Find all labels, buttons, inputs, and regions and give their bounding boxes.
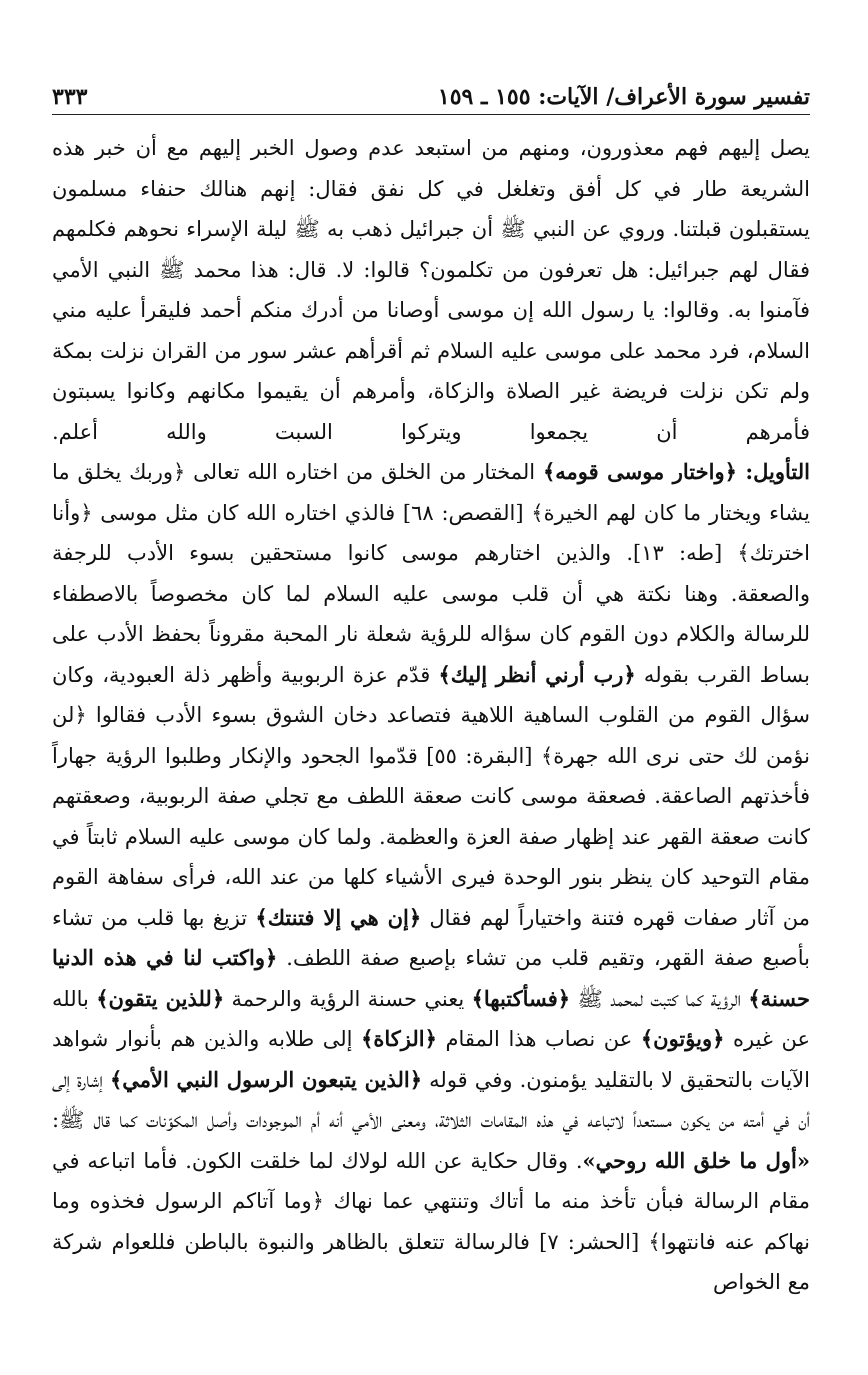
header-title: تفسير سورة الأعراف/ الآيات: ١٥٥ ـ ١٥٩ bbox=[437, 84, 810, 110]
quran-quote: ﴿للذين يتقون﴾ bbox=[96, 985, 225, 1011]
quran-quote: ﴿وما آتاكم الرسول فخذوه وما نهاكم عنه فانتهوا﴾ bbox=[52, 1189, 810, 1254]
text-segment: قدّم عزة الربوبية وأظهر ذلة العبودية، وكان سؤال القوم من القلوب الساهية اللاهية فتصاعد دخان الشوق بسوء الأدب فقالوا bbox=[52, 662, 810, 727]
text-segment: يصل إليهم فهم معذورون، ومنهم من استبعد عدم وصول الخبر إليهم مع أن خبر هذه الشريعة طار في كل أفق وتغلغل في كل نفق فقال: إنهم هنالك حنفاء مسلمون يستقبلون قبلتنا. وروي عن النبي ﷺ أن جبرائيل ذهب به ﷺ ليلة الإسراء نحوهم فكلمهم فقال لهم جبرائيل: هل تعرفون من تكلمون؟ قالوا: لا. قال: هذا محمد ﷺ النبي الأمي فآمنوا به. وقالوا: يا رسول الله إن موسى أوصانا من أدرك منكم أحمد فليقرأ عليه مني السلام، فرد محمد على موسى عليه السلام ثم أقرأهم عشر سور من القران نزلت بمكة ولم تكن نزلت فريضة غير الصلاة والزكاة، وأمرهم أن يقيموا مكانهم وكانوا يسبتون فأمرهم أن يجمعوا ويتركوا السبت والله أعلم. bbox=[52, 136, 810, 444]
text-segment: المختار من الخلق من اختاره الله تعالى bbox=[185, 460, 543, 484]
quran-quote: ﴿وأنا اخترتك﴾ bbox=[52, 500, 811, 565]
quran-quote: ﴿رب أرني أنظر إليك﴾ bbox=[438, 661, 636, 687]
quran-quote: ﴿الذين يتبعون الرسول النبي الأمي﴾ bbox=[109, 1066, 423, 1092]
text-segment: إشارة إلى أن في أمته من يكون مستعداً لاتباعه في هذه المقامات الثلاثة، ومعنى الأمي أنه أم الموجودات وأصل المكوّنات كما قال ﷺ: bbox=[52, 1067, 810, 1132]
text-segment: [القصص: ٦٨] فالذي اختاره الله كان مثل موسى bbox=[92, 500, 532, 525]
page-number: ٣٣٣ bbox=[52, 84, 88, 110]
quran-quote: ﴿فسأكتبها﴾ bbox=[471, 985, 571, 1011]
paragraph-1 bbox=[52, 128, 810, 452]
running-header bbox=[52, 78, 810, 115]
text-segment: الرؤية كما كتبت لمحمد ﷺ bbox=[570, 986, 749, 1011]
quran-quote: ﴿إن هي إلا فتنتك﴾ bbox=[255, 904, 422, 930]
text-segment: [البقرة: ٥٥] قدّموا الجحود والإنكار وطلبوا الرؤية جهاراً فأخذتهم الصاعقة. فصعقة موسى كانت صعقة اللطف مع تجلي صفة الربوبية، وصعقتهم كانت صعقة القهر عند إظهار صفة العزة والعظمة. ولما كان موسى عليه السلام ثابتاً في مقام التوحيد كان ينظر بنور الوحدة فيرى الأشياء كلها من عند الله، فرأى سفاهة القوم من آثار صفات قهره فتنة واختياراً لهم فقال bbox=[52, 743, 811, 930]
body-text bbox=[52, 128, 810, 1303]
quran-quote: ﴿وربك يخلق ما يشاء ويختار ما كان لهم الخيرة﴾ bbox=[52, 460, 810, 525]
quran-quote: ﴿واكتب لنا في هذه الدنيا حسنة﴾ bbox=[52, 945, 810, 1011]
quran-quote: ﴿واختار موسى قومه﴾ bbox=[542, 459, 737, 484]
quran-quote: ﴿لن نؤمن لك حتى نرى الله جهرة﴾ bbox=[52, 703, 810, 768]
text-segment: عن نصاب هذا المقام bbox=[436, 1027, 641, 1051]
text-segment: تزيغ بها قلب من تشاء بأصبع صفة القهر، وتقيم قلب من تشاء بإصبع صفة اللطف. bbox=[52, 905, 811, 970]
paragraph-2-tawil bbox=[52, 452, 810, 1303]
text-segment: [الحشر: ٧] فالرسالة تتعلق بالظاهر والنبوة بالباطن فللعوام شركة مع الخواص bbox=[52, 1229, 810, 1294]
quran-quote: ﴿الزكاة﴾ bbox=[361, 1026, 437, 1051]
text-segment: بالله عن غيره bbox=[52, 986, 810, 1051]
hadith-quote: «أول ما خلق الله روحي» bbox=[582, 1147, 810, 1173]
text-segment: إلى طلابه والذين هم بأنوار شواهد الآيات بالتحقيق لا بالتقليد يؤمنون. وفي قوله bbox=[52, 1027, 810, 1092]
text-segment: يعني حسنة الرؤية والرحمة bbox=[224, 986, 472, 1011]
text-segment: [طه: ١٣]. والذين اختارهم موسى كانوا مستحقين بسوء الأدب للرجفة والصعقة. وهنا نكتة هي أن قلب موسى عليه السلام لما كان مخصوصاً بالاصطفاء للرسالة والكلام دون القوم كان سؤاله للرؤية شعلة نار المحبة مقروناً بحفظ الأدب على بساط القرب بقوله bbox=[52, 541, 810, 687]
text-segment: . وقال حكاية عن الله لولاك لما خلقت الكون. فأما اتباعه في مقام الرسالة فبأن تأخذ منه ما أتاك وتنتهي عما نهاك bbox=[52, 1148, 810, 1213]
tawil-label: التأويل: bbox=[736, 459, 811, 484]
quran-quote: ﴿ويؤتون﴾ bbox=[640, 1026, 725, 1051]
